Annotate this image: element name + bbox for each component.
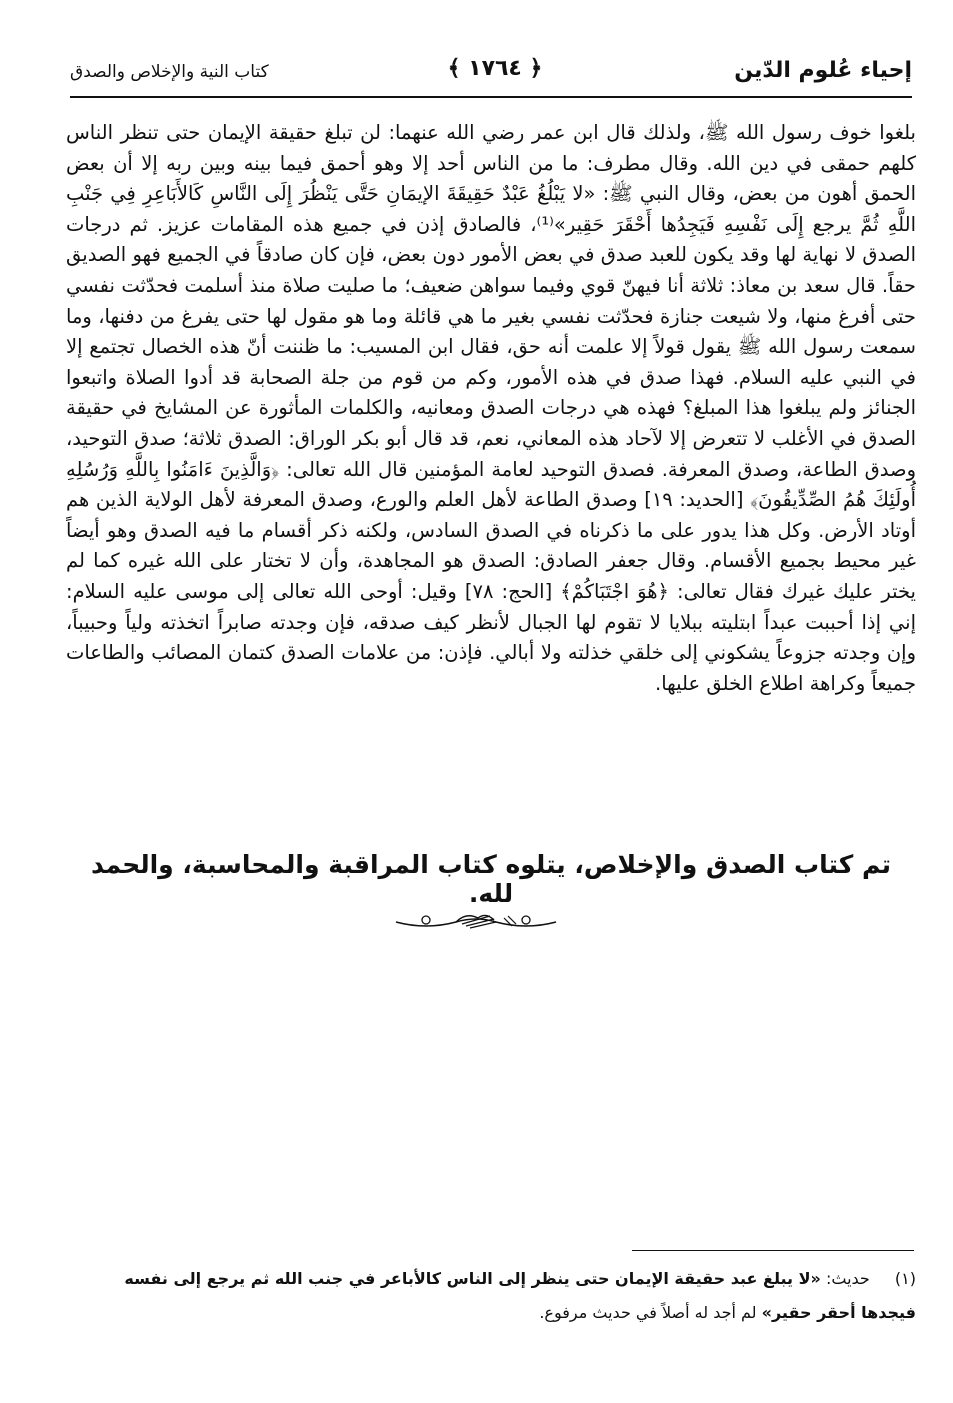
body-paragraph: بلغوا خوف رسول الله ﷺ، ولذلك قال ابن عمر رضي الله عنهما: لن تبلغ حقيقة الإيمان حتى تنظر الناس كلهم حمقى في دين الله. وقال مطرف: ما من الناس أحد إلا وهو أحمق فيما بينه وبين ربه إلا أن بعض الحمق أهون من بعض، وقال النبي ﷺ: «لا يَبْلُغُ عَبْدٌ حَقِيقَةَ الإيمَانِ حَتَّى يَنْظُرَ إِلَى النَّاسِ كَالأَبَاعِرِ فِي جَنْبِ اللَّهِ ثُمَّ يرجع إِلَى نَفْسِهِ فَيَجِدُها أَحْقَرَ حَقِير»⁽¹⁾، فالصادق إذن في جميع هذه المقامات عزيز. ثم درجات الصدق لا نهاية لها وقد يكون للعبد صدق في بعض الأمور دون بعض، فإن كان صادقاً في الجميع فهو الصديق حقاً. قال سعد بن معاذ: ثلاثة أنا فيهنّ قوي وفيما سواهن ضعيف؛ ما صليت صلاة منذ أسلمت فحدّثت نفسي حتى أفرغ منها، ولا شيعت جنازة فحدّثت نفسي بغير ما هي قائلة وما هو مقول لها حتى يفرغ من دفنها، وما سمعت رسول الله ﷺ يقول قولاً إلا علمت أنه حق، فقال ابن المسيب: ما ظننت أنّ هذه الخصال تجتمع إلا في النبي عليه السلام. فهذا صدق في هذه الأمور، وكم من قوم من جلة الصحابة قد أدوا الصلاة واتبعوا الجنائز ولم يبلغوا هذا المبلغ؟ فهذه هي درجات الصدق ومعانيه، والكلمات المأثورة عن المشايخ في حقيقة الصدق في الأغلب لا تتعرض إلا لآحاد هذه المعاني، نعم، قد قال أبو بكر الوراق: الصدق ثلاثة؛ صدق التوحيد، وصدق الطاعة، وصدق المعرفة. فصدق التوحيد لعامة المؤمنين قال الله تعالى: ﴿وَالَّذِينَ ءَامَنُوا بِاللَّهِ وَرُسُلِهِ أُولَئِكَ هُمُ الصِّدِّيقُونَ﴾ [الحديد: ١٩] وصدق الطاعة لأهل العلم والورع، وصدق المعرفة لأهل الولاية الذين هم أوتاد الأرض. وكل هذا يدور على ما ذكرناه في الصدق السادس، ولكنه ذكر أقسام ما فيه الصدق وهو أيضاً غير محيط بجميع الأقسام. وقال جعفر الصادق: الصدق هو المجاهدة، وأن لا تختار على الله غيره كما لم يختر عليك غيرك فقال تعالى: ﴿هُوَ اجْتَبَاكُمْ﴾ [الحج: ٧٨] وقيل: أوحى الله تعالى إلى موسى عليه السلام: إني إذا أحببت عبداً ابتليته ببلايا لا تقوم لها الجبال لأنظر كيف صدقه، فإن وجدته صابراً اتخذته ولياً وحبيباً، وإن وجدته جزوعاً يشكوني إلى خلقي خذلته ولا أبالي. فإذن: من علامات الصدق كتمان المصائب والطاعات جميعاً وكراهة اطلاع الخلق عليها. — [66, 121, 916, 695]
chapter-title: كتاب النية والإخلاص والصدق — [70, 62, 269, 82]
footnote-line — [66, 1262, 916, 1330]
closing-line: تم كتاب الصدق والإخلاص، يتلوه كتاب المراقبة والمحاسبة، والحمد لله. — [91, 850, 891, 908]
footnote-hadith: «لا يبلغ عبد حقيقة الإيمان حتى ينظر إلى الناس كالأباعر في جنب الله ثم يرجع إلى نفسه فيجدها أحقر حقير» — [124, 1269, 916, 1322]
footnote — [66, 1262, 916, 1330]
main-text — [66, 118, 916, 699]
floral-divider-icon — [386, 908, 566, 934]
footnote-separator — [632, 1250, 914, 1251]
page-header — [70, 50, 912, 98]
book-title: إحياء عُلوم الدّين — [734, 58, 912, 83]
footnote-lead: حديث: — [825, 1269, 870, 1288]
page-number: ﴿ ١٧٦٤ ﴾ — [447, 56, 543, 81]
footnote-number: (١) — [894, 1269, 916, 1288]
footnote-comment: لم أجد له أصلاً في حديث مرفوع. — [539, 1303, 757, 1322]
